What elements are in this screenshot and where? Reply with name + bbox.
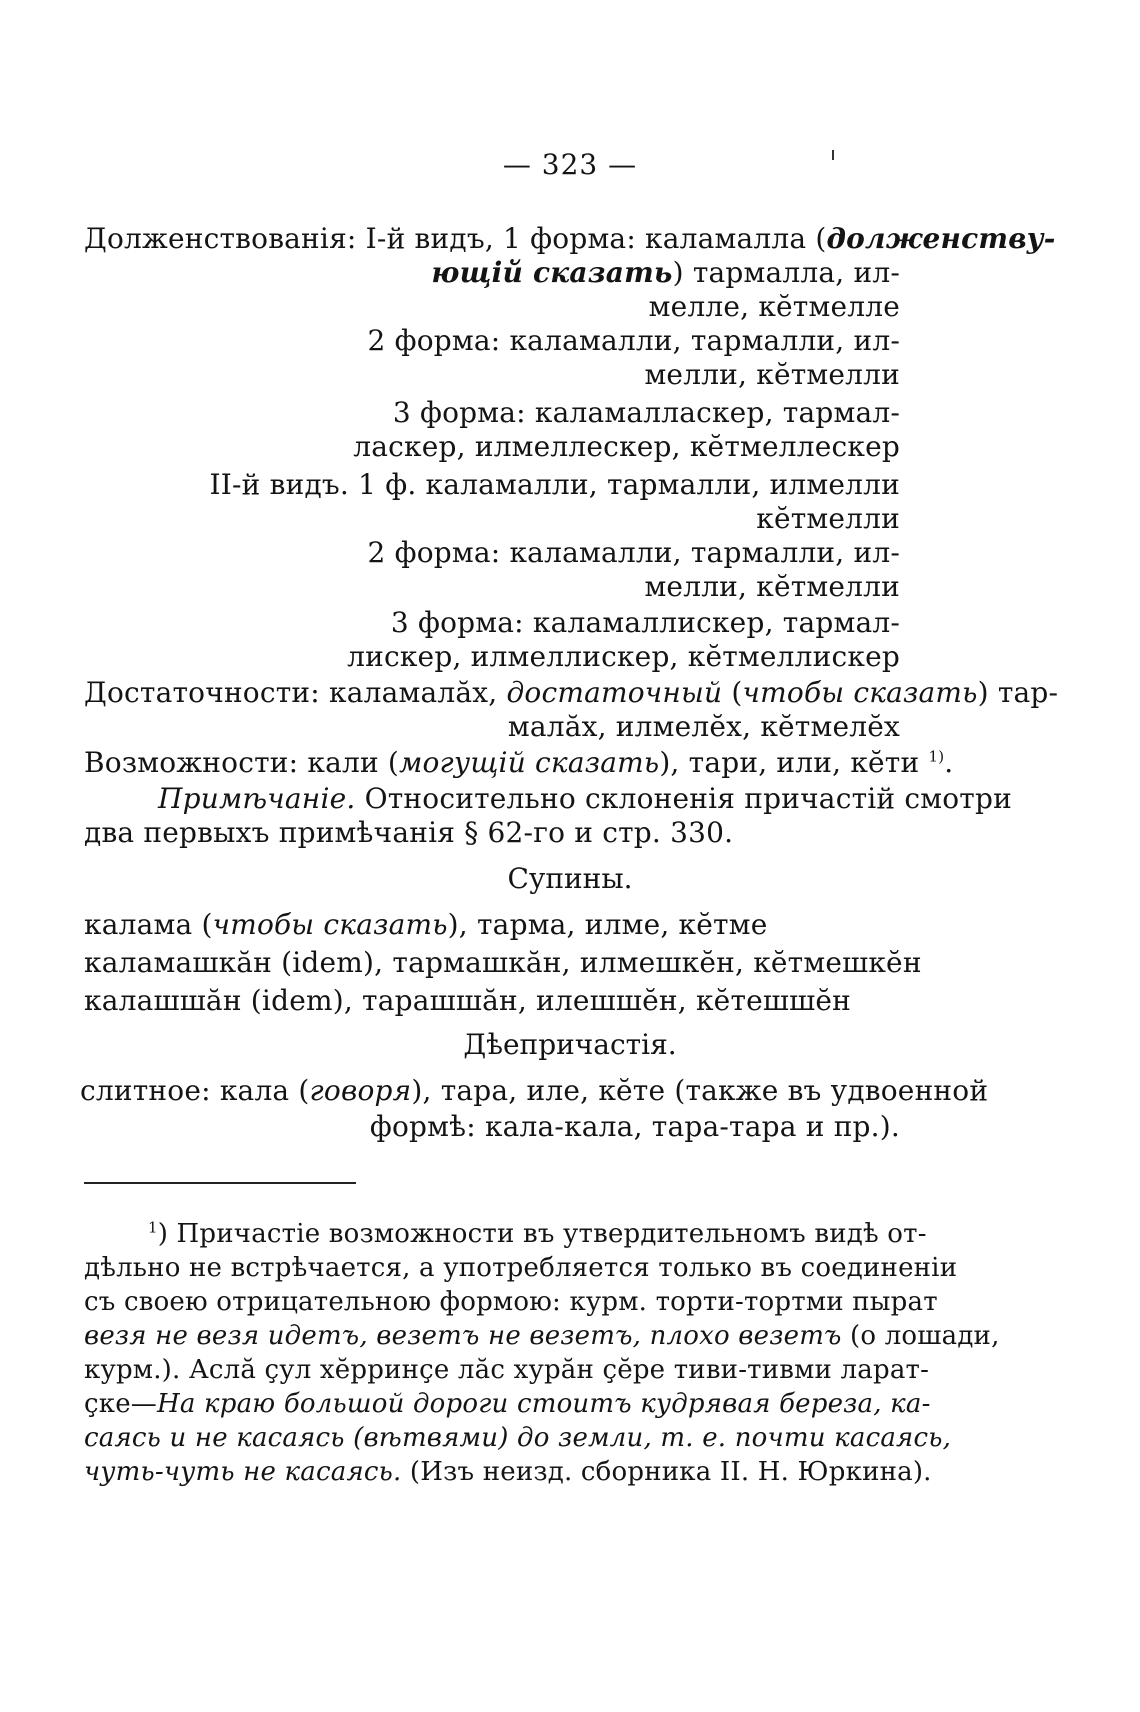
gerunds-line-1 [80,1074,988,1108]
sufficiency-line-1 [84,676,1058,710]
footnote-line-1 [148,1218,927,1250]
footnote-text-6: çке— [84,1389,157,1419]
supines-gloss: чтобы сказать [212,908,448,941]
obligation-type2-line-1: II-й видъ. 1 ф. каламалли, тармалли, илмелли [209,468,900,501]
footnote-text-4: (о лошади, [841,1321,1000,1351]
supines-line-3: калашшăн (idem), тарашшăн, илешшĕн, кĕтешшĕн [84,984,852,1017]
obligation-form2-line-1: 2 форма: каламалли, тармалли, ил- [367,324,900,357]
footnote-line-5: курм.). Аслă çул хĕрринҫе лăс хурăн çĕре тиви-тивми ларат- [84,1355,930,1385]
sufficiency-paren: ( [722,676,743,709]
footnote-gloss-7: саясь и не касаясь (вѣтвями) до земли, т. е. почти касаясь, [84,1423,952,1453]
supines-text: калама ( [84,908,213,941]
obligation-text-2: ) тармалла, ил- [672,256,900,289]
footnote-gloss-4: везя не везя идетъ, везетъ не везетъ, плохо везетъ [84,1321,842,1351]
note-label: Примѣчаніе. [158,782,356,815]
supines-text-2: ), тарма, илме, кĕтме [447,908,768,941]
obligation-line-1 [84,222,1056,256]
sufficiency-gloss: достаточный [506,676,723,709]
obligation-gloss: долженству- [826,222,1056,255]
supines-line-2: каламашкăн (idem), тармашкăн, илмешкĕн, кĕтмешкĕн [84,946,922,979]
sufficiency-text: Достаточности: каламалăх, [84,676,507,709]
obligation-type2-form2-line-2: мелли, кĕтмелли [644,570,900,603]
possibility-line [84,746,953,780]
gerunds-gloss: говоря [309,1074,412,1107]
footnote-line-8 [84,1456,932,1488]
possibility-text-2: ), тари, или, кĕти [659,746,929,779]
footnote-gloss-6: На краю большой дороги стоитъ кудрявая береза, ка- [157,1389,931,1419]
obligation-type2-form3-line-2: лискер, илмеллискер, кĕтмеллискер [347,640,900,673]
gerunds-text-2: ), тара, иле, кĕте (также въ удвоенной [411,1074,989,1107]
obligation-gloss-2: ющій сказать [431,256,673,289]
obligation-type2-form2-line-1: 2 форма: каламалли, тармалли, ил- [367,536,900,569]
possibility-gloss: могущій сказать [399,746,660,779]
footnote-gloss-8: чуть-чуть не касаясь. [84,1457,402,1487]
gerunds-text: слитное: кала ( [80,1074,310,1107]
obligation-text: Долженствованія: I-й видъ, 1 форма: каламалла ( [84,222,827,255]
obligation-form2-line-2: мелли, кĕтмелли [644,358,900,391]
possibility-text: Возможности: кали ( [84,746,400,779]
note-line-1 [158,782,1012,816]
footnote-divider [84,1182,356,1184]
sufficiency-gloss-2: чтобы сказать [742,676,978,709]
note-text: Относительно склоненія причастій смотри [355,782,1012,815]
footnote-line-7 [84,1422,951,1454]
footnote-text-8: (Изъ неизд. сборника II. Н. Юркина). [401,1457,932,1487]
obligation-line-3: мелле, кĕтмелле [648,290,900,323]
note-line-2: два первыхъ примѣчанія § 62-го и стр. 330. [84,816,734,849]
possibility-end: . [944,746,954,779]
obligation-form3-line-2: ласкер, илмеллескер, кĕтмеллескер [353,430,900,463]
footnote-line-3: съ своею отрицательною формою: курм. торти-тортми пырат [84,1287,938,1317]
footnote-line-2: дѣльно не встрѣчается, а употребляется только въ соединеніи [84,1253,958,1283]
supines-heading: Супины. [507,862,633,895]
page-number: — 323 — [502,148,638,181]
obligation-form3-line-1: 3 форма: каламалласкер, тармал- [392,396,900,429]
sufficiency-line-2: малăх, илмелĕх, кĕтмелĕх [507,710,900,743]
gerunds-heading: Дѣепричастія. [463,1028,677,1061]
obligation-type2-form3-line-1: 3 форма: каламаллискер, тармал- [390,606,900,639]
supines-line-1 [84,908,767,942]
sufficiency-text-2: ) тар- [977,676,1059,709]
gerunds-line-2: формѣ: кала-кала, тара-тара и пр.). [369,1110,900,1143]
footnote-line-6 [84,1388,931,1420]
footnote-text-1: ) Причастіе возможности въ утвердительномъ видѣ от- [157,1219,927,1249]
obligation-type2-line-2: кĕтмелли [756,502,900,535]
footnote-reference: 1) [928,747,945,766]
print-mark [832,150,834,160]
obligation-line-2 [431,256,900,290]
footnote-line-4 [84,1320,1000,1352]
footnote-marker: 1 [148,1218,158,1237]
